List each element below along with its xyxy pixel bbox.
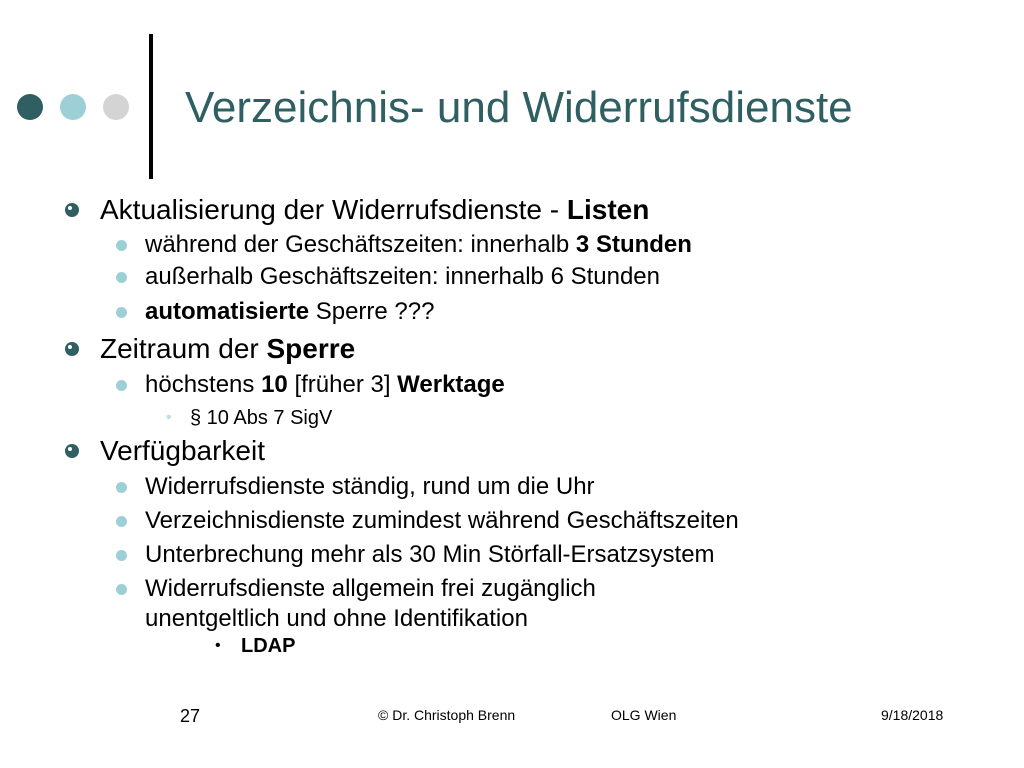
- bullet-level3-text: [190, 405, 332, 431]
- bullet-level1-text: [100, 434, 265, 468]
- title-divider: [149, 34, 153, 179]
- bullet-level1-text: [100, 332, 355, 366]
- text-run: Werktage: [397, 371, 505, 398]
- text-run: 3 Stunden: [575, 231, 692, 258]
- bullet-level2-text: [145, 230, 692, 260]
- slide-number: 27: [180, 706, 201, 726]
- bullet-level2-icon: [116, 516, 127, 527]
- bullet-level2-icon: [116, 550, 127, 561]
- text-run: Aktualisierung der Widerrufsdienste -: [100, 194, 567, 225]
- bullet-level2-icon: [116, 307, 127, 318]
- decor-dot-light: [103, 94, 129, 120]
- bullet-level2-icon: [116, 380, 127, 391]
- bullet-level2-text: [145, 262, 660, 292]
- bullet-level1-icon: [65, 203, 79, 217]
- text-run: § 10 Abs 7 SigV: [190, 407, 333, 429]
- bullet-level2-text: [145, 574, 596, 634]
- footer-org: OLG Wien: [611, 707, 677, 723]
- text-run: Zeitraum der: [100, 333, 267, 364]
- text-run: Verzeichnisdienste zumindest während Geschäftszeiten: [145, 507, 739, 534]
- bullet-level2-text: [145, 540, 715, 570]
- bullet-level2-text: [145, 370, 505, 400]
- text-run: [früher 3]: [287, 371, 398, 398]
- text-run: LDAP: [241, 635, 296, 657]
- footer-date: 9/18/2018: [881, 707, 944, 723]
- text-run: Widerrufsdienste ständig, rund um die Uhr: [145, 473, 595, 500]
- bullet-level1-icon: [65, 444, 79, 458]
- decor-dot-dark: [17, 94, 43, 120]
- text-run: unentgeltlich und ohne Identifikation: [145, 605, 528, 632]
- bullet-level1-icon: [65, 342, 79, 356]
- bullet-level2-icon: [116, 240, 127, 251]
- text-run: Sperre: [266, 333, 356, 364]
- bullet-level2-text: [145, 472, 595, 502]
- bullet-level2-text: [145, 297, 434, 327]
- bullet-level2-icon: [116, 584, 127, 595]
- bullet-level3-icon: •: [215, 637, 221, 654]
- text-run: höchstens: [145, 371, 262, 398]
- bullet-level3-icon: •: [166, 409, 172, 426]
- text-run: Sperre ???: [309, 298, 435, 325]
- text-run: während der Geschäftszeiten: innerhalb: [145, 231, 576, 258]
- text-run: Unterbrechung mehr als 30 Min Störfall-Ersatzsystem: [145, 541, 715, 568]
- text-run: Verfügbarkeit: [100, 435, 265, 466]
- footer-author: © Dr. Christoph Brenn: [378, 707, 516, 723]
- text-run: automatisierte: [145, 298, 310, 325]
- text-run: 10: [261, 371, 288, 398]
- text-run: Widerrufsdienste allgemein frei zugänglich: [145, 575, 596, 602]
- decor-dot-mid: [60, 94, 86, 120]
- text-run: Listen: [566, 194, 650, 225]
- slide-title: Verzeichnis- und Widerrufsdienste: [185, 83, 853, 132]
- bullet-level2-icon: [116, 482, 127, 493]
- bullet-level3-text: [241, 633, 295, 659]
- text-run: außerhalb Geschäftszeiten: innerhalb 6 Stunden: [145, 263, 661, 290]
- bullet-level1-text: [100, 193, 649, 227]
- bullet-level2-icon: [116, 272, 127, 283]
- bullet-level2-text: [145, 506, 739, 536]
